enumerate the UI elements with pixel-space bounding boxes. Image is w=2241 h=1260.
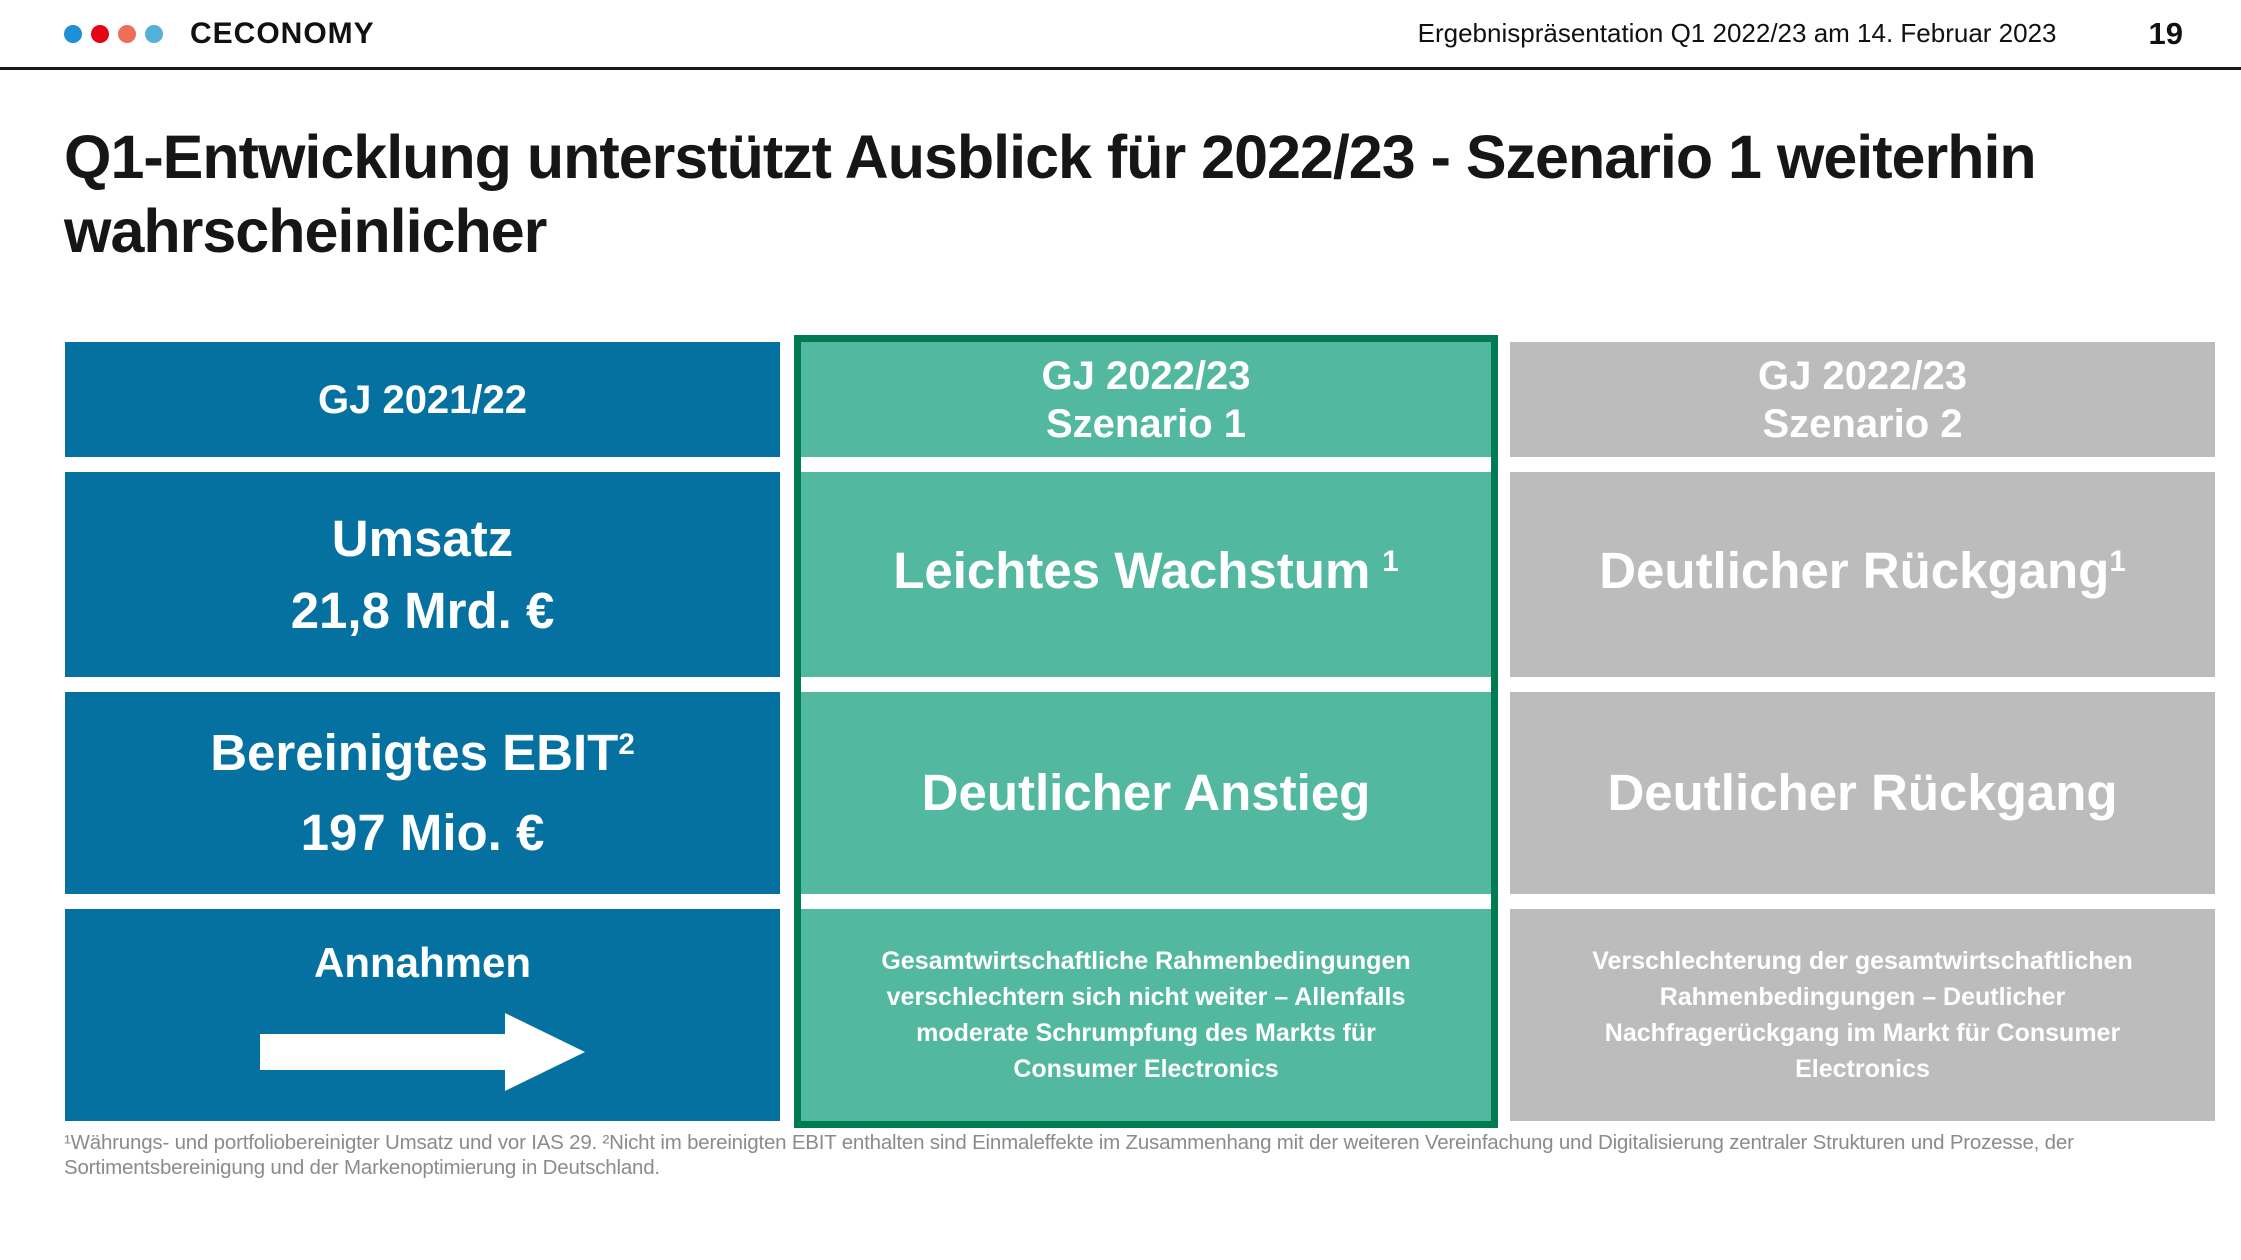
brand-logo bbox=[64, 17, 375, 51]
revenue-label: Umsatz bbox=[331, 509, 514, 567]
assumptions-cell-scenario2 bbox=[1510, 909, 2215, 1121]
header-cell-scenario1 bbox=[801, 342, 1491, 457]
ebit-label-line bbox=[210, 717, 635, 797]
scenario1-header-line1: GJ 2022/23 bbox=[1041, 353, 1251, 398]
ebit-cell-scenario2 bbox=[1510, 692, 2215, 894]
scenario1-assumptions: Gesamtwirtschaftliche Rahmenbedingungen verschlechtern sich nicht weiter – Allenfalls moderate Schrumpfung des Markts für Consumer Electronics bbox=[881, 947, 1411, 1083]
scenario2-header-line1: GJ 2022/23 bbox=[1757, 353, 1968, 398]
slide-title-line1: Q1-Entwicklung unterstützt Ausblick für 2022/23 - Szenario 1 weiterhin bbox=[64, 123, 2036, 191]
ebit-cell-scenario1 bbox=[801, 692, 1491, 894]
ebit-label: Bereinigtes EBIT bbox=[210, 724, 619, 781]
scenario1-revenue-outlook: Leichtes Wachstum bbox=[893, 541, 1371, 599]
column-scenario1 bbox=[794, 335, 1498, 1128]
assumptions-label: Annahmen bbox=[313, 939, 531, 986]
revenue-cell-scenario2 bbox=[1510, 472, 2215, 677]
page-number: 19 bbox=[2148, 15, 2183, 51]
brand-name: CECONOMY bbox=[190, 16, 375, 50]
right-arrow-icon bbox=[260, 1013, 585, 1091]
scenario1-header-line2: Szenario 1 bbox=[1045, 401, 1247, 446]
footnote: ¹Währungs- und portfoliobereinigter Umsatz und vor IAS 29. ²Nicht im bereinigten EBIT enthalten sind Einmaleffekte im Zusammenhang mit der weiteren Vereinfachung und Digitalisierung zentraler Strukturen und Prozesse, der Sortimentsbereinigung und der Markenoptimierung in Deutschland. bbox=[64, 1131, 2074, 1179]
assumptions-cell-scenario1 bbox=[801, 909, 1491, 1121]
scenario2-ebit-outlook: Deutlicher Rückgang bbox=[1607, 764, 2118, 821]
ebit-cell-actual bbox=[65, 692, 780, 894]
header-cell-actual bbox=[65, 342, 780, 457]
column-scenario2 bbox=[1510, 342, 2215, 1121]
right-arrow-head bbox=[505, 1013, 585, 1091]
revenue-cell-scenario1 bbox=[801, 472, 1491, 677]
header-actual-label: GJ 2021/22 bbox=[317, 377, 528, 422]
header-bar bbox=[0, 0, 2241, 70]
header-cell-scenario2 bbox=[1510, 342, 2215, 457]
logo-dot-lightblue-icon bbox=[145, 25, 163, 43]
column-actual bbox=[65, 342, 780, 1121]
scenario1-ebit-outlook: Deutlicher Anstieg bbox=[921, 764, 1371, 821]
slide-title-line2: wahrscheinlicher bbox=[64, 197, 547, 265]
outlook-table bbox=[65, 335, 2215, 1135]
scenario2-header-line2: Szenario 2 bbox=[1762, 401, 1963, 446]
ebit-footnote-marker: 2 bbox=[618, 727, 635, 761]
scenario2-revenue-footnote-marker: 1 bbox=[2109, 545, 2126, 579]
scenario2-assumptions: Verschlechterung der gesamtwirtschaftlichen Rahmenbedingungen – Deutlicher Nachfragerückgang im Markt für Consumer Electronics bbox=[1592, 947, 2133, 1083]
scenario2-revenue-outlook: Deutlicher Rückgang bbox=[1599, 541, 2110, 599]
logo-dot-blue-icon bbox=[64, 25, 82, 43]
right-arrow-shaft bbox=[260, 1034, 505, 1070]
revenue-value: 21,8 Mrd. € bbox=[290, 581, 555, 639]
scenario2-revenue-line bbox=[1599, 535, 2126, 615]
logo-dot-coral-icon bbox=[118, 25, 136, 43]
scenario1-revenue-line bbox=[893, 535, 1399, 615]
logo-dots-icon bbox=[64, 25, 163, 43]
assumptions-cell-actual bbox=[65, 909, 780, 1121]
slide-title bbox=[64, 120, 2214, 268]
revenue-cell-actual bbox=[65, 472, 780, 677]
scenario1-revenue-footnote-marker: 1 bbox=[1382, 545, 1399, 579]
presentation-info: Ergebnispräsentation Q1 2022/23 am 14. Februar 2023 bbox=[1417, 18, 2057, 48]
ebit-value: 197 Mio. € bbox=[300, 804, 545, 861]
logo-dot-red-icon bbox=[91, 25, 109, 43]
